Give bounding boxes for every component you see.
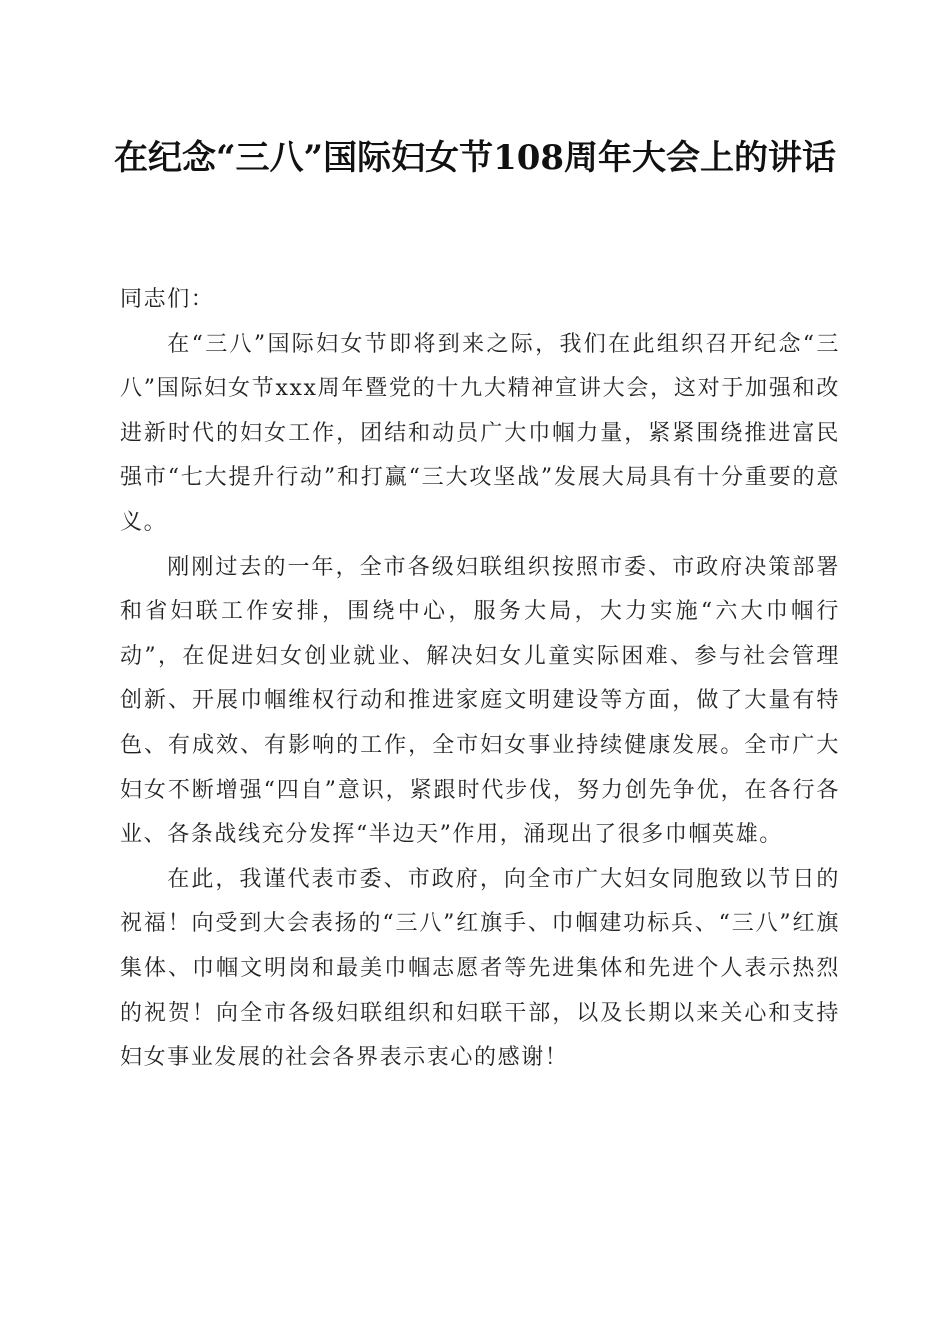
paragraph-2: 刚刚过去的一年，全市各级妇联组织按照市委、市政府决策部署和省妇联工作安排，围绕中心，服务大局，大力实施“六大巾帼行动”，在促进妇女创业就业、解决妇女儿童实际困难、参与社会管理创新、开展巾帼维权行动和推进家庭文明建设等方面，做了大量有特色、有成效、有影响的工作，全市妇女事业持续健康发展。全市广大妇女不断增强“四自”意识，紧跟时代步伐，努力创先争优，在各行各业、各条战线充分发挥“半边天”作用，涌现出了很多巾帼英雄。 [120,554,840,848]
document-title: 在纪念“三八”国际妇女节108周年大会上的讲话 [113,138,837,178]
salutation: 同志们： [120,287,215,312]
document-body [120,278,840,1081]
paragraph-1: 在“三八”国际妇女节即将到来之际，我们在此组织召开纪念“三八”国际妇女节xxx周年暨党的十九大精神宣讲大会，这对于加强和改进新时代的妇女工作，团结和动员广大巾帼力量，紧紧围绕推进富民强市“七大提升行动”和打赢“三大攻坚战”发展大局具有十分重要的意义。 [120,331,840,535]
paragraph-3: 在此，我谨代表市委、市政府，向全市广大妇女同胞致以节日的祝福！向受到大会表扬的“三八”红旗手、巾帼建功标兵、“三八”红旗集体、巾帼文明岗和最美巾帼志愿者等先进集体和先进个人表示热烈的祝贺！向全市各级妇联组织和妇联干部，以及长期以来关心和支持妇女事业发展的社会各界表示衷心的感谢！ [120,866,840,1071]
